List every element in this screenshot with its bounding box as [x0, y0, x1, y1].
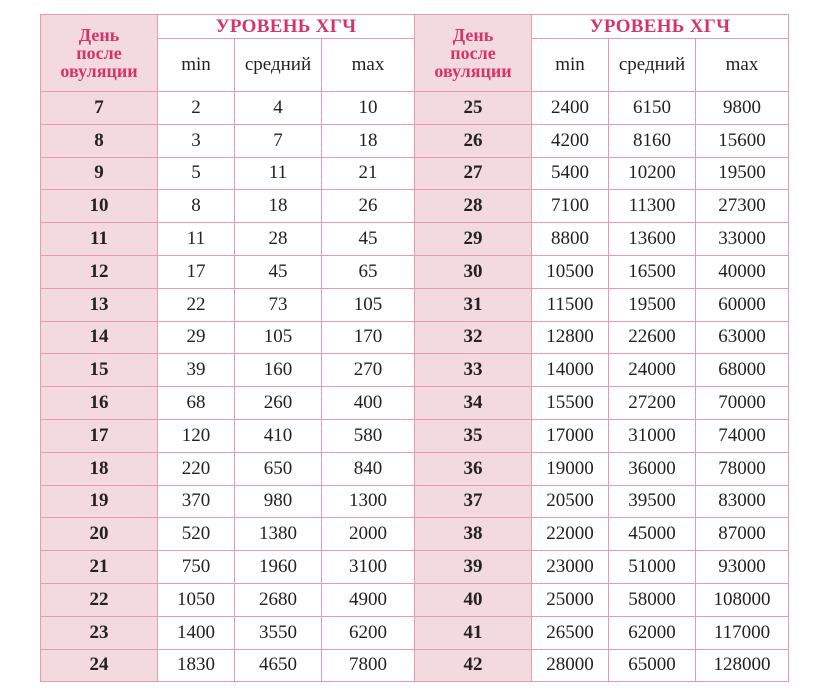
average-cell: 6150	[609, 92, 696, 125]
table-row	[41, 485, 789, 518]
average-cell: 62000	[609, 616, 696, 649]
min-cell: 7100	[532, 190, 609, 223]
col-min-header: min	[158, 39, 235, 92]
max-cell: 1300	[322, 485, 415, 518]
average-cell: 7	[235, 124, 322, 157]
max-cell: 63000	[696, 321, 789, 354]
min-cell: 3	[158, 124, 235, 157]
col-max-header: max	[696, 39, 789, 92]
day-cell: 9	[41, 157, 158, 190]
max-cell: 60000	[696, 288, 789, 321]
average-cell: 11300	[609, 190, 696, 223]
max-cell: 27300	[696, 190, 789, 223]
max-cell: 83000	[696, 485, 789, 518]
min-cell: 17000	[532, 419, 609, 452]
table-row	[41, 616, 789, 649]
table-row	[41, 321, 789, 354]
min-cell: 4200	[532, 124, 609, 157]
average-cell: 160	[235, 354, 322, 387]
max-cell: 74000	[696, 419, 789, 452]
average-cell: 16500	[609, 255, 696, 288]
average-cell: 650	[235, 452, 322, 485]
table-row	[41, 124, 789, 157]
table-row	[41, 92, 789, 125]
day-cell: 20	[41, 518, 158, 551]
day-cell: 41	[415, 616, 532, 649]
min-cell: 120	[158, 419, 235, 452]
day-header-line: День	[78, 25, 120, 45]
table-row	[41, 255, 789, 288]
day-cell: 25	[415, 92, 532, 125]
min-cell: 19000	[532, 452, 609, 485]
min-cell: 370	[158, 485, 235, 518]
max-cell: 19500	[696, 157, 789, 190]
max-cell: 9800	[696, 92, 789, 125]
table-row	[41, 583, 789, 616]
max-cell: 40000	[696, 255, 789, 288]
max-cell: 33000	[696, 223, 789, 256]
table-row	[41, 288, 789, 321]
day-cell: 13	[41, 288, 158, 321]
min-cell: 15500	[532, 387, 609, 420]
day-cell: 15	[41, 354, 158, 387]
average-cell: 22600	[609, 321, 696, 354]
table-row	[41, 649, 789, 682]
min-cell: 10500	[532, 255, 609, 288]
min-cell: 25000	[532, 583, 609, 616]
min-cell: 5	[158, 157, 235, 190]
hcg-level-header-left: УРОВЕНЬ ХГЧ	[158, 15, 415, 39]
max-cell: 108000	[696, 583, 789, 616]
average-cell: 980	[235, 485, 322, 518]
max-cell: 68000	[696, 354, 789, 387]
day-cell: 12	[41, 255, 158, 288]
average-cell: 410	[235, 419, 322, 452]
max-cell: 65	[322, 255, 415, 288]
average-cell: 28	[235, 223, 322, 256]
table-row	[41, 223, 789, 256]
average-cell: 31000	[609, 419, 696, 452]
table-row	[41, 387, 789, 420]
max-cell: 10	[322, 92, 415, 125]
min-cell: 12800	[532, 321, 609, 354]
min-cell: 39	[158, 354, 235, 387]
col-average-header: средний	[609, 39, 696, 92]
min-cell: 1830	[158, 649, 235, 682]
max-cell: 93000	[696, 551, 789, 584]
hcg-level-table	[40, 14, 789, 682]
average-cell: 13600	[609, 223, 696, 256]
day-cell: 32	[415, 321, 532, 354]
max-cell: 15600	[696, 124, 789, 157]
min-cell: 2400	[532, 92, 609, 125]
day-cell: 40	[415, 583, 532, 616]
day-cell: 22	[41, 583, 158, 616]
average-cell: 8160	[609, 124, 696, 157]
day-header-line: овуляции	[60, 61, 138, 81]
min-cell: 20500	[532, 485, 609, 518]
average-cell: 105	[235, 321, 322, 354]
day-cell: 38	[415, 518, 532, 551]
day-cell: 16	[41, 387, 158, 420]
day-cell: 17	[41, 419, 158, 452]
min-cell: 5400	[532, 157, 609, 190]
min-cell: 520	[158, 518, 235, 551]
average-cell: 3550	[235, 616, 322, 649]
day-cell: 26	[415, 124, 532, 157]
average-cell: 36000	[609, 452, 696, 485]
table-row	[41, 354, 789, 387]
day-cell: 35	[415, 419, 532, 452]
min-cell: 68	[158, 387, 235, 420]
average-cell: 1960	[235, 551, 322, 584]
average-cell: 260	[235, 387, 322, 420]
table-row	[41, 452, 789, 485]
max-cell: 170	[322, 321, 415, 354]
min-cell: 29	[158, 321, 235, 354]
col-average-header: средний	[235, 39, 322, 92]
max-cell: 105	[322, 288, 415, 321]
day-after-ovulation-header-right	[415, 15, 532, 92]
day-cell: 10	[41, 190, 158, 223]
average-cell: 4650	[235, 649, 322, 682]
day-header-line: овуляции	[434, 61, 512, 81]
col-max-header: max	[322, 39, 415, 92]
min-cell: 11	[158, 223, 235, 256]
average-cell: 2680	[235, 583, 322, 616]
max-cell: 21	[322, 157, 415, 190]
average-cell: 1380	[235, 518, 322, 551]
min-cell: 2	[158, 92, 235, 125]
col-min-header: min	[532, 39, 609, 92]
day-cell: 42	[415, 649, 532, 682]
hcg-level-header-right: УРОВЕНЬ ХГЧ	[532, 15, 789, 39]
average-cell: 58000	[609, 583, 696, 616]
average-cell: 11	[235, 157, 322, 190]
day-cell: 34	[415, 387, 532, 420]
day-cell: 33	[415, 354, 532, 387]
max-cell: 26	[322, 190, 415, 223]
min-cell: 8	[158, 190, 235, 223]
table-row	[41, 419, 789, 452]
max-cell: 78000	[696, 452, 789, 485]
max-cell: 117000	[696, 616, 789, 649]
max-cell: 2000	[322, 518, 415, 551]
min-cell: 750	[158, 551, 235, 584]
min-cell: 1050	[158, 583, 235, 616]
min-cell: 11500	[532, 288, 609, 321]
average-cell: 65000	[609, 649, 696, 682]
max-cell: 87000	[696, 518, 789, 551]
max-cell: 7800	[322, 649, 415, 682]
day-cell: 28	[415, 190, 532, 223]
day-cell: 37	[415, 485, 532, 518]
min-cell: 8800	[532, 223, 609, 256]
day-header-line: после	[76, 43, 122, 63]
average-cell: 45	[235, 255, 322, 288]
min-cell: 17	[158, 255, 235, 288]
average-cell: 10200	[609, 157, 696, 190]
day-header-line: День	[452, 25, 494, 45]
average-cell: 19500	[609, 288, 696, 321]
min-cell: 22	[158, 288, 235, 321]
day-cell: 39	[415, 551, 532, 584]
average-cell: 51000	[609, 551, 696, 584]
min-cell: 23000	[532, 551, 609, 584]
day-cell: 30	[415, 255, 532, 288]
day-cell: 24	[41, 649, 158, 682]
max-cell: 70000	[696, 387, 789, 420]
min-cell: 1400	[158, 616, 235, 649]
day-cell: 27	[415, 157, 532, 190]
max-cell: 18	[322, 124, 415, 157]
table-row	[41, 518, 789, 551]
min-cell: 22000	[532, 518, 609, 551]
max-cell: 3100	[322, 551, 415, 584]
max-cell: 4900	[322, 583, 415, 616]
day-cell: 8	[41, 124, 158, 157]
day-cell: 36	[415, 452, 532, 485]
table-body	[41, 92, 789, 682]
average-cell: 27200	[609, 387, 696, 420]
table-row	[41, 190, 789, 223]
max-cell: 128000	[696, 649, 789, 682]
day-cell: 21	[41, 551, 158, 584]
day-cell: 18	[41, 452, 158, 485]
day-cell: 31	[415, 288, 532, 321]
min-cell: 14000	[532, 354, 609, 387]
average-cell: 18	[235, 190, 322, 223]
day-cell: 7	[41, 92, 158, 125]
average-cell: 24000	[609, 354, 696, 387]
max-cell: 270	[322, 354, 415, 387]
average-cell: 4	[235, 92, 322, 125]
header-row-top	[41, 15, 789, 39]
day-cell: 29	[415, 223, 532, 256]
average-cell: 39500	[609, 485, 696, 518]
day-cell: 19	[41, 485, 158, 518]
day-cell: 11	[41, 223, 158, 256]
day-after-ovulation-header-left	[41, 15, 158, 92]
day-cell: 14	[41, 321, 158, 354]
min-cell: 26500	[532, 616, 609, 649]
min-cell: 220	[158, 452, 235, 485]
table-row	[41, 157, 789, 190]
average-cell: 73	[235, 288, 322, 321]
average-cell: 45000	[609, 518, 696, 551]
max-cell: 45	[322, 223, 415, 256]
day-cell: 23	[41, 616, 158, 649]
table-row	[41, 551, 789, 584]
hcg-table-container	[40, 14, 788, 682]
max-cell: 400	[322, 387, 415, 420]
min-cell: 28000	[532, 649, 609, 682]
max-cell: 580	[322, 419, 415, 452]
max-cell: 6200	[322, 616, 415, 649]
max-cell: 840	[322, 452, 415, 485]
day-header-line: после	[450, 43, 496, 63]
